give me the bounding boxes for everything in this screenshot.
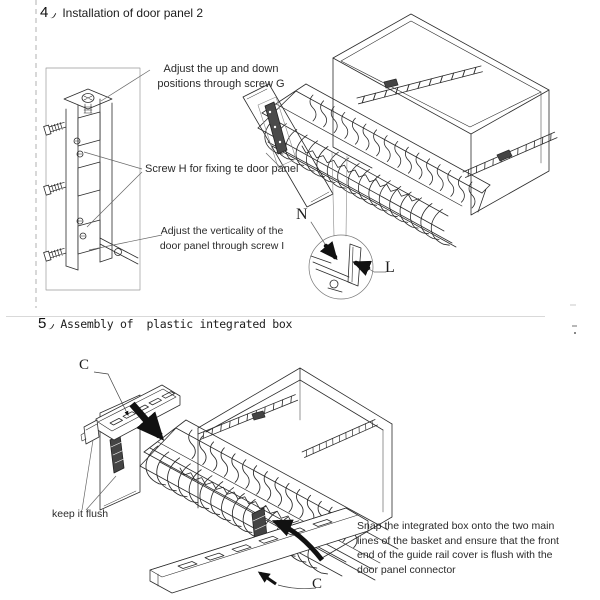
section5-title <box>38 315 292 332</box>
annotation-screw-i: Adjust the verticality of the door panel through screw I <box>159 225 285 252</box>
screw-g-icon <box>44 120 67 135</box>
door-panel-drawing <box>243 84 333 207</box>
cabinet-drawing <box>333 14 549 215</box>
section4-title-text: Installation of door panel 2 <box>62 6 204 20</box>
door-bracket-detail-drawing <box>44 68 140 290</box>
cjk-comma-mark <box>48 322 55 330</box>
label-n: N <box>296 206 308 223</box>
annotation-screw-h: Screw H for fixing te door panel <box>145 163 299 175</box>
section5-title-text: Assembly of plastic integrated box <box>60 317 293 331</box>
slide-rail-icons-2 <box>198 395 378 458</box>
section5-number: 5 <box>38 315 47 332</box>
side-screw-icon <box>44 180 67 195</box>
annotation-screw-g: Adjust the up and down positions through screw G <box>157 63 285 90</box>
label-c-top: C <box>79 357 90 373</box>
page-edge-marks-2 <box>572 326 577 334</box>
section4-title <box>40 4 203 21</box>
slide-rail-icons <box>357 66 557 178</box>
c-bottom-arrow-icon <box>260 573 276 584</box>
n-arrow-icon <box>326 246 335 257</box>
keep-it-flush-label: keep it flush <box>52 508 109 520</box>
assembly-note: Snap the integrated box onto the two main lines of the basket and ensure that the front end of the guide rail cover is flush with the door panel connector <box>357 520 559 576</box>
cjk-comma-mark <box>50 11 57 19</box>
section4-number: 4 <box>40 4 49 21</box>
label-l: L <box>385 259 395 276</box>
label-c-bottom: C <box>312 576 323 592</box>
screw-i-icon <box>44 246 67 261</box>
